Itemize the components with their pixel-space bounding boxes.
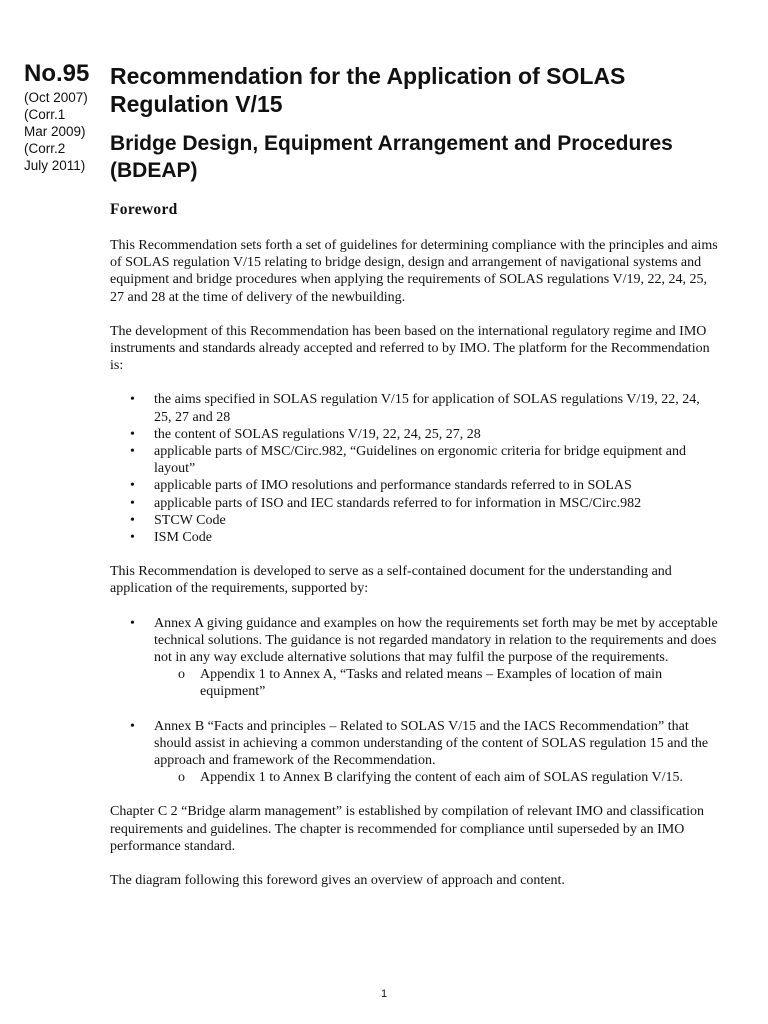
revision-line: (Corr.1 — [24, 107, 66, 122]
revision-line: (Corr.2 — [24, 141, 66, 156]
foreword-paragraph: Chapter C 2 “Bridge alarm management” is established by compilation of relevant IMO and classification requirements and guidelines. The chapter is recommended for compliance until superseded by an IMO performance standard. — [110, 804, 705, 854]
foreword-paragraph: The development of this Recommendation has been based on the international regulatory regime and IMO instruments and standards already accepted and referred to by IMO. The platform for the Recommendation is: — [110, 323, 710, 374]
annex-b-sublist — [154, 769, 720, 786]
document-subtitle: Bridge Design, Equipment Arrangement and Procedures (BDEAP) — [110, 132, 673, 182]
foreword-heading: Foreword — [110, 201, 178, 218]
list-item: • ISM Code — [154, 529, 720, 546]
foreword-paragraph: This Recommendation is developed to serve as a self-contained document for the understanding and application of the requirements, supported by: — [110, 564, 672, 597]
annex-a-item — [154, 615, 720, 718]
annex-b-appendix: o Appendix 1 to Annex B clarifying the content of each aim of SOLAS regulation V/15. — [200, 769, 720, 786]
list-item: • the content of SOLAS regulations V/19, 22, 24, 25, 27, 28 — [154, 426, 720, 443]
revision-line: July 2011) — [24, 158, 86, 173]
annex-a-text: Annex A giving guidance and examples on how the requirements set forth may be met by acceptable technical solutions. The guidance is not regarded mandatory in relation to the requirements and does not in any way exclude alternative solutions that may fulfil the purpose of the requirements. — [154, 615, 718, 666]
foreword-paragraph: The diagram following this foreword gives an overview of approach and content. — [110, 873, 565, 889]
foreword-section — [110, 200, 720, 906]
annex-a-appendix: o Appendix 1 to Annex A, “Tasks and related means – Examples of location of main equipment” — [200, 666, 720, 700]
annex-list — [110, 615, 720, 787]
revision-history — [24, 89, 106, 174]
revision-line: Mar 2009) — [24, 124, 86, 139]
platform-list — [110, 391, 720, 546]
foreword-paragraph: This Recommendation sets forth a set of guidelines for determining compliance with the principles and aims of SOLAS regulation V/15 relating to bridge design, design and arrangement of navigational systems and equipment and bridge procedures when applying the requirements of SOLAS regulations V/19, 22, 24, 25, 27 and 28 at the time of delivery of the newbuilding. — [110, 238, 718, 305]
document-title: Recommendation for the Application of SOLAS Regulation V/15 — [110, 63, 626, 117]
list-item: • applicable parts of ISO and IEC standards referred to for information in MSC/Circ.982 — [154, 495, 720, 512]
list-item: • applicable parts of MSC/Circ.982, “Guidelines on ergonomic criteria for bridge equipment and layout” — [154, 443, 720, 477]
list-item: • STCW Code — [154, 512, 720, 529]
annex-b-item — [154, 718, 720, 787]
page-number: 1 — [380, 988, 388, 1000]
recommendation-number: No.95 — [24, 60, 90, 87]
list-item: • the aims specified in SOLAS regulation V/15 for application of SOLAS regulations V/19, 22, 24, 25, 27 and 28 — [154, 391, 720, 425]
annex-b-text: Annex B “Facts and principles – Related to SOLAS V/15 and the IACS Recommendation” that should assist in achieving a common understanding of the content of SOLAS regulation 15 and the approach and framework of the Recommendation. — [154, 718, 709, 769]
revision-line: (Oct 2007) — [24, 90, 88, 105]
annex-a-sublist — [154, 666, 720, 700]
list-item: • applicable parts of IMO resolutions and performance standards referred to in SOLAS — [154, 477, 720, 494]
